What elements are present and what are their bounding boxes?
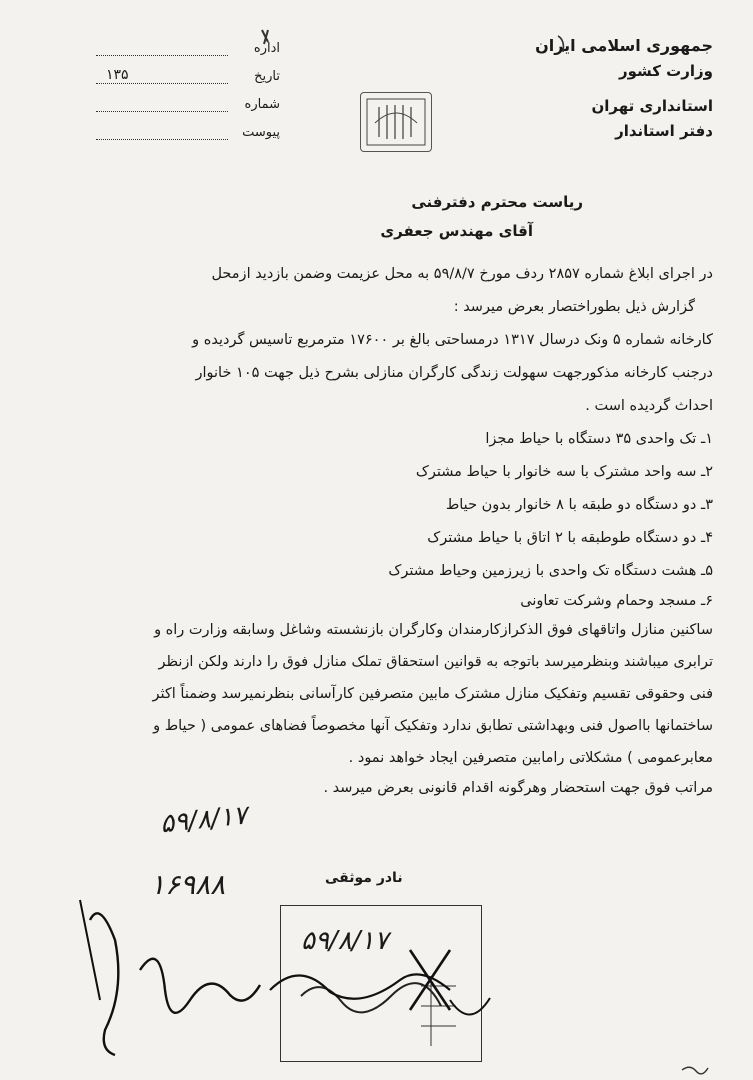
signatory-name: نادر موثقی <box>325 870 403 886</box>
ministry-name: وزارت کشور <box>618 62 713 80</box>
stamp-date: ۵۹/۸/۱۷ <box>301 926 389 956</box>
body-line: کارخانه شماره ۵ ونک درسال ۱۳۱۷ درمساحتی بالغ بر ۱۷۶۰۰ مترمربع تاسیس گردیده و <box>192 332 713 348</box>
letter-body <box>50 258 713 802</box>
country-name: جمهوری اسلامی ایران <box>535 36 713 55</box>
field-line <box>96 69 228 84</box>
field-date <box>90 56 280 84</box>
field-label: اداره <box>253 41 280 56</box>
list-item: ۶ـ مسجد وحمام وشرکت تعاونی <box>520 593 713 609</box>
field-line <box>96 97 228 112</box>
body-line: ترابری میباشند وبنظرمیرسد باتوجه به قوانین استحقاق تملک منازل فوق را دارند ولکن ازنظر <box>158 654 713 670</box>
body-line: فنی وحقوقی تقسیم وتفکیک منازل مشترک مابین متصرفین کارآسانی بنظرنمیرسد وضمناً اکثر <box>152 686 713 702</box>
handwritten-signature-icon <box>70 880 540 1070</box>
body-line: ساکنین منازل واتاقهای فوق الذکرازکارمندان وکارگران بازنشسته وشاغل وسابقه وزارت راه و <box>154 622 713 638</box>
office-name: دفتر استاندار <box>615 122 713 140</box>
governorate-name: استانداری تهران <box>591 97 713 115</box>
addressee-name: آقای مهندس جعفری <box>380 222 533 240</box>
field-label: پیوست <box>242 125 280 140</box>
emblem-icon <box>361 93 431 151</box>
field-department <box>90 28 280 56</box>
list-item: ۴ـ دو دستگاه طوطبقه با ۲ اتاق با حیاط مشترک <box>427 530 713 546</box>
handwritten-number: ۱۶۹۸۸ <box>150 868 226 901</box>
body-line: احداث گردیده است . <box>585 398 713 414</box>
list-item: ۳ـ دو دستگاه دو طبقه با ۸ خانوار بدون حیاط <box>445 497 713 513</box>
field-line <box>96 41 228 56</box>
checkmark-icon <box>555 32 575 56</box>
field-number <box>90 84 280 112</box>
emblem-seal <box>360 92 432 152</box>
body-line: گزارش ذیل بطوراختصار بعرض میرسد : <box>453 299 695 315</box>
body-line: در اجرای ابلاغ شماره ۲۸۵۷ ردف مورخ ۵۹/۸/۷ به محل عزیمت وضمن بازدید ازمحل <box>211 266 713 282</box>
field-value: ۱۳۵ <box>106 67 129 83</box>
body-line: درجنب کارخانه مذکورجهت سهولت زندگی کارگران منازلی بشرح ذیل جهت ۱۰۵ خانوار <box>195 365 713 381</box>
field-line <box>96 125 228 140</box>
body-line: ساختمانها بااصول فنی وبهداشتی تطابق ندارد وتفکیک آنها مخصوصاً فضاهای عمومی ( حیاط و <box>153 718 713 734</box>
field-attachment <box>90 112 280 140</box>
letterhead <box>483 38 713 139</box>
field-label: تاریخ <box>254 69 280 84</box>
handwritten-date-upper: ۵۹/۸/۱۷ <box>158 800 249 840</box>
body-line: معابرعمومی ) مشکلاتی رامابین متصرفین ایجاد خواهد نمود . <box>348 750 713 766</box>
corner-mark-icon <box>258 26 274 48</box>
header-fields <box>90 28 280 140</box>
corner-scribble-icon <box>680 1062 710 1076</box>
field-label: شماره <box>244 97 280 112</box>
list-item: ۱ـ تک واحدی ۳۵ دستگاه با حیاط مجزا <box>485 431 713 447</box>
closing-line: مراتب فوق جهت استحضار وهرگونه اقدام قانونی بعرض میرسد . <box>323 780 713 796</box>
list-item: ۲ـ سه واحد مشترک با سه خانوار با حیاط مشترک <box>415 464 713 480</box>
list-item: ۵ـ هشت دستگاه تک واحدی با زیرزمین وحیاط مشترک <box>388 563 713 579</box>
addressee-title: ریاست محترم دفترفنی <box>411 193 583 211</box>
